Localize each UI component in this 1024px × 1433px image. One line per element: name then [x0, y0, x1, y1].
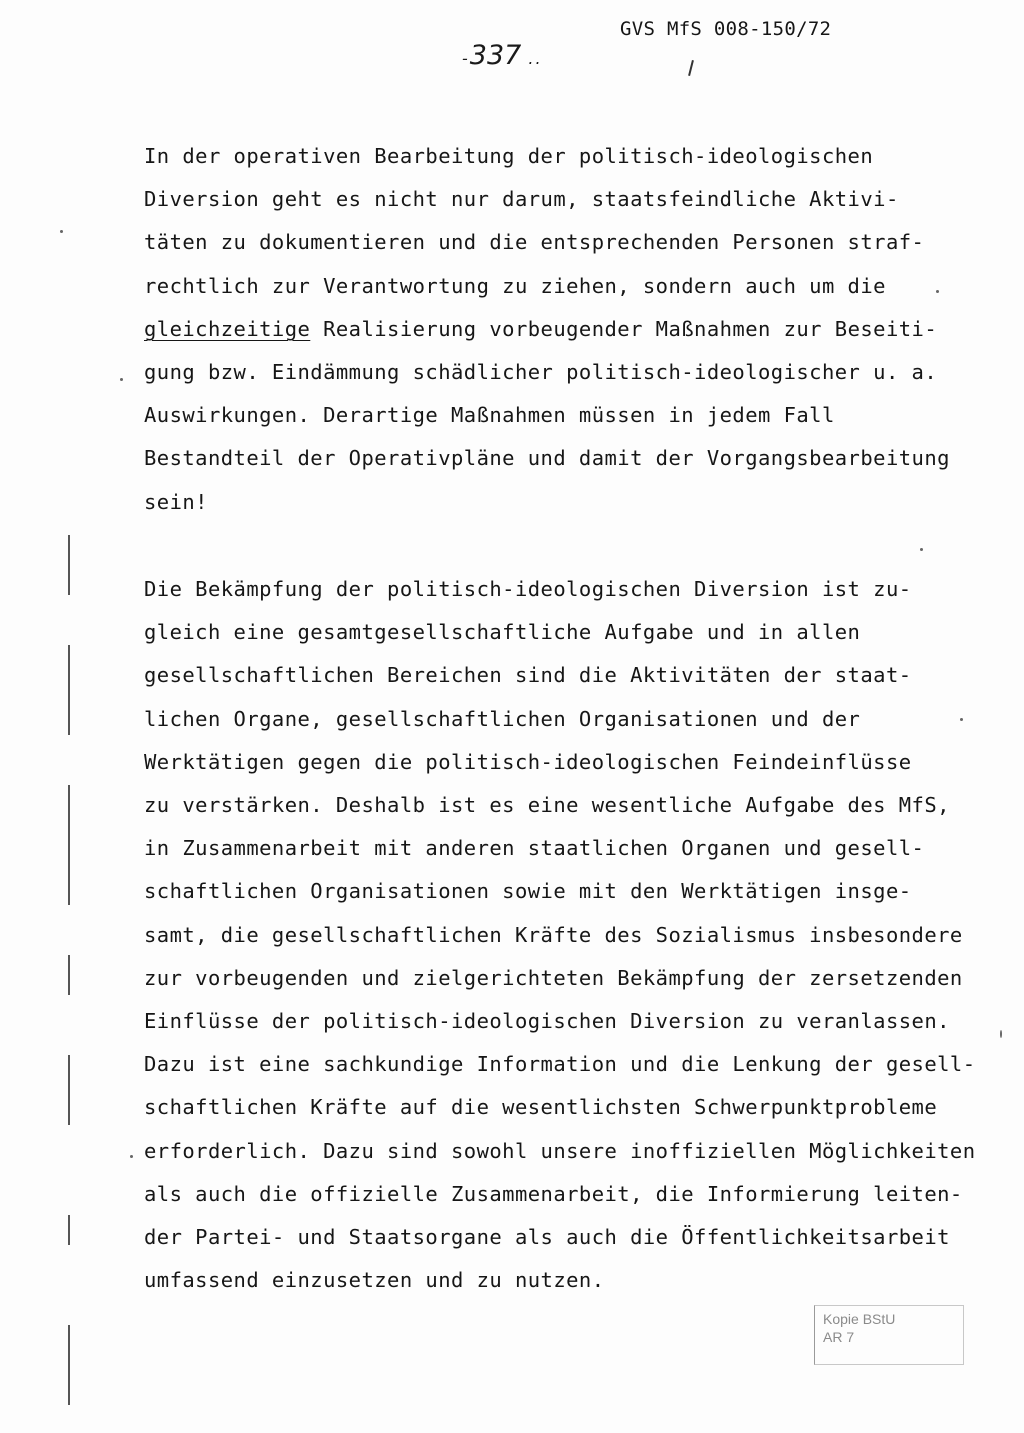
scan-mark [68, 645, 70, 735]
paragraph-line: erforderlich. Dazu sind sowohl unsere inoffiziellen Möglichkeiten [144, 1138, 976, 1163]
paragraph-line: zur vorbeugenden und zielgerichteten Bekämpfung der zersetzenden [144, 965, 963, 990]
scan-mark [68, 535, 70, 595]
underlined-line-rest: Realisierung vorbeugender Maßnahmen zur Beseiti- [310, 316, 938, 341]
paragraph-line: gleich eine gesamtgesellschaftliche Aufgabe und in allen [144, 620, 861, 645]
paragraph-line: gesellschaftlichen Bereichen sind die Aktivitäten der staat- [144, 663, 912, 688]
paragraph-line: täten zu dokumentieren und die entsprechenden Personen straf- [144, 230, 925, 255]
archive-stamp [814, 1305, 964, 1365]
scan-mark [68, 1325, 70, 1405]
paragraph-line: Werktätigen gegen die politisch-ideologischen Feindeinflüsse [144, 749, 912, 774]
paragraph-line: Dazu ist eine sachkundige Information und die Lenkung der gesell- [144, 1052, 976, 1077]
paragraph-line: sein! [144, 489, 208, 514]
scan-speck [960, 718, 963, 721]
paragraph-line-underlined [144, 308, 950, 351]
page-number-dots: .. [521, 49, 543, 68]
paragraph-line: in Zusammenarbeit mit anderen staatlichen Organen und gesell- [144, 836, 925, 861]
page-number-dash: - [462, 49, 470, 68]
scan-mark [68, 1055, 70, 1125]
paragraph-line: als auch die offizielle Zusammenarbeit, die Informierung leiten- [144, 1181, 963, 1206]
stamp-line-2: AR 7 [823, 1329, 855, 1345]
scan-speck [1000, 1030, 1002, 1038]
underlined-word: gleichzeitige [144, 316, 311, 341]
paragraph-line: schaftlichen Kräfte auf die wesentlichsten Schwerpunktprobleme [144, 1095, 938, 1120]
paragraph-line: rechtlich zur Verantwortung zu ziehen, sondern auch um die [144, 273, 886, 298]
scan-speck [120, 378, 123, 381]
document-id: GVS MfS 008-150/72 [620, 18, 832, 40]
paragraph-line: Einflüsse der politisch-ideologischen Diversion zu veranlassen. [144, 1009, 950, 1034]
paragraph-line: schaftlichen Organisationen sowie mit den Werktätigen insge- [144, 879, 912, 904]
scan-mark [68, 955, 70, 995]
paragraph-line: lichen Organe, gesellschaftlichen Organisationen und der [144, 706, 861, 731]
page-number [462, 40, 543, 71]
scan-speck [60, 230, 63, 233]
paragraph-line: Die Bekämpfung der politisch-ideologischen Diversion ist zu- [144, 577, 912, 601]
page-number-value: 337 [469, 40, 522, 71]
margin-scan-marks [68, 535, 72, 1415]
scan-speck [130, 1155, 133, 1158]
paragraph-line: Bestandteil der Operativpläne und damit der Vorgangsbearbeitung [144, 446, 950, 471]
scan-speck [920, 548, 923, 551]
paragraph-line: In der operativen Bearbeitung der politisch-ideologischen [144, 144, 874, 168]
stamp-line-1: Kopie BStU [823, 1311, 896, 1327]
paragraph-line: gung bzw. Eindämmung schädlicher politisch-ideologischer u. a. [144, 360, 938, 385]
scan-mark [68, 785, 70, 905]
paragraph-line: Diversion geht es nicht nur darum, staatsfeindliche Aktivi- [144, 187, 899, 212]
scan-mark [68, 1215, 70, 1245]
paragraph-line: samt, die gesellschaftlichen Kräfte des Sozialismus insbesondere [144, 922, 963, 947]
paragraph-line: der Partei- und Staatsorgane als auch die Öffentlichkeitsarbeit [144, 1225, 950, 1250]
paragraph-line: Auswirkungen. Derartige Maßnahmen müssen in jedem Fall [144, 403, 835, 428]
paragraph-line: zu verstärken. Deshalb ist es eine wesentliche Aufgabe des MfS, [144, 793, 950, 818]
paragraph-1 [144, 135, 950, 524]
pen-mark [688, 60, 694, 76]
scan-speck [936, 290, 939, 293]
paragraph-2 [144, 568, 975, 1302]
paragraph-line: umfassend einzusetzen und zu nutzen. [144, 1268, 605, 1293]
